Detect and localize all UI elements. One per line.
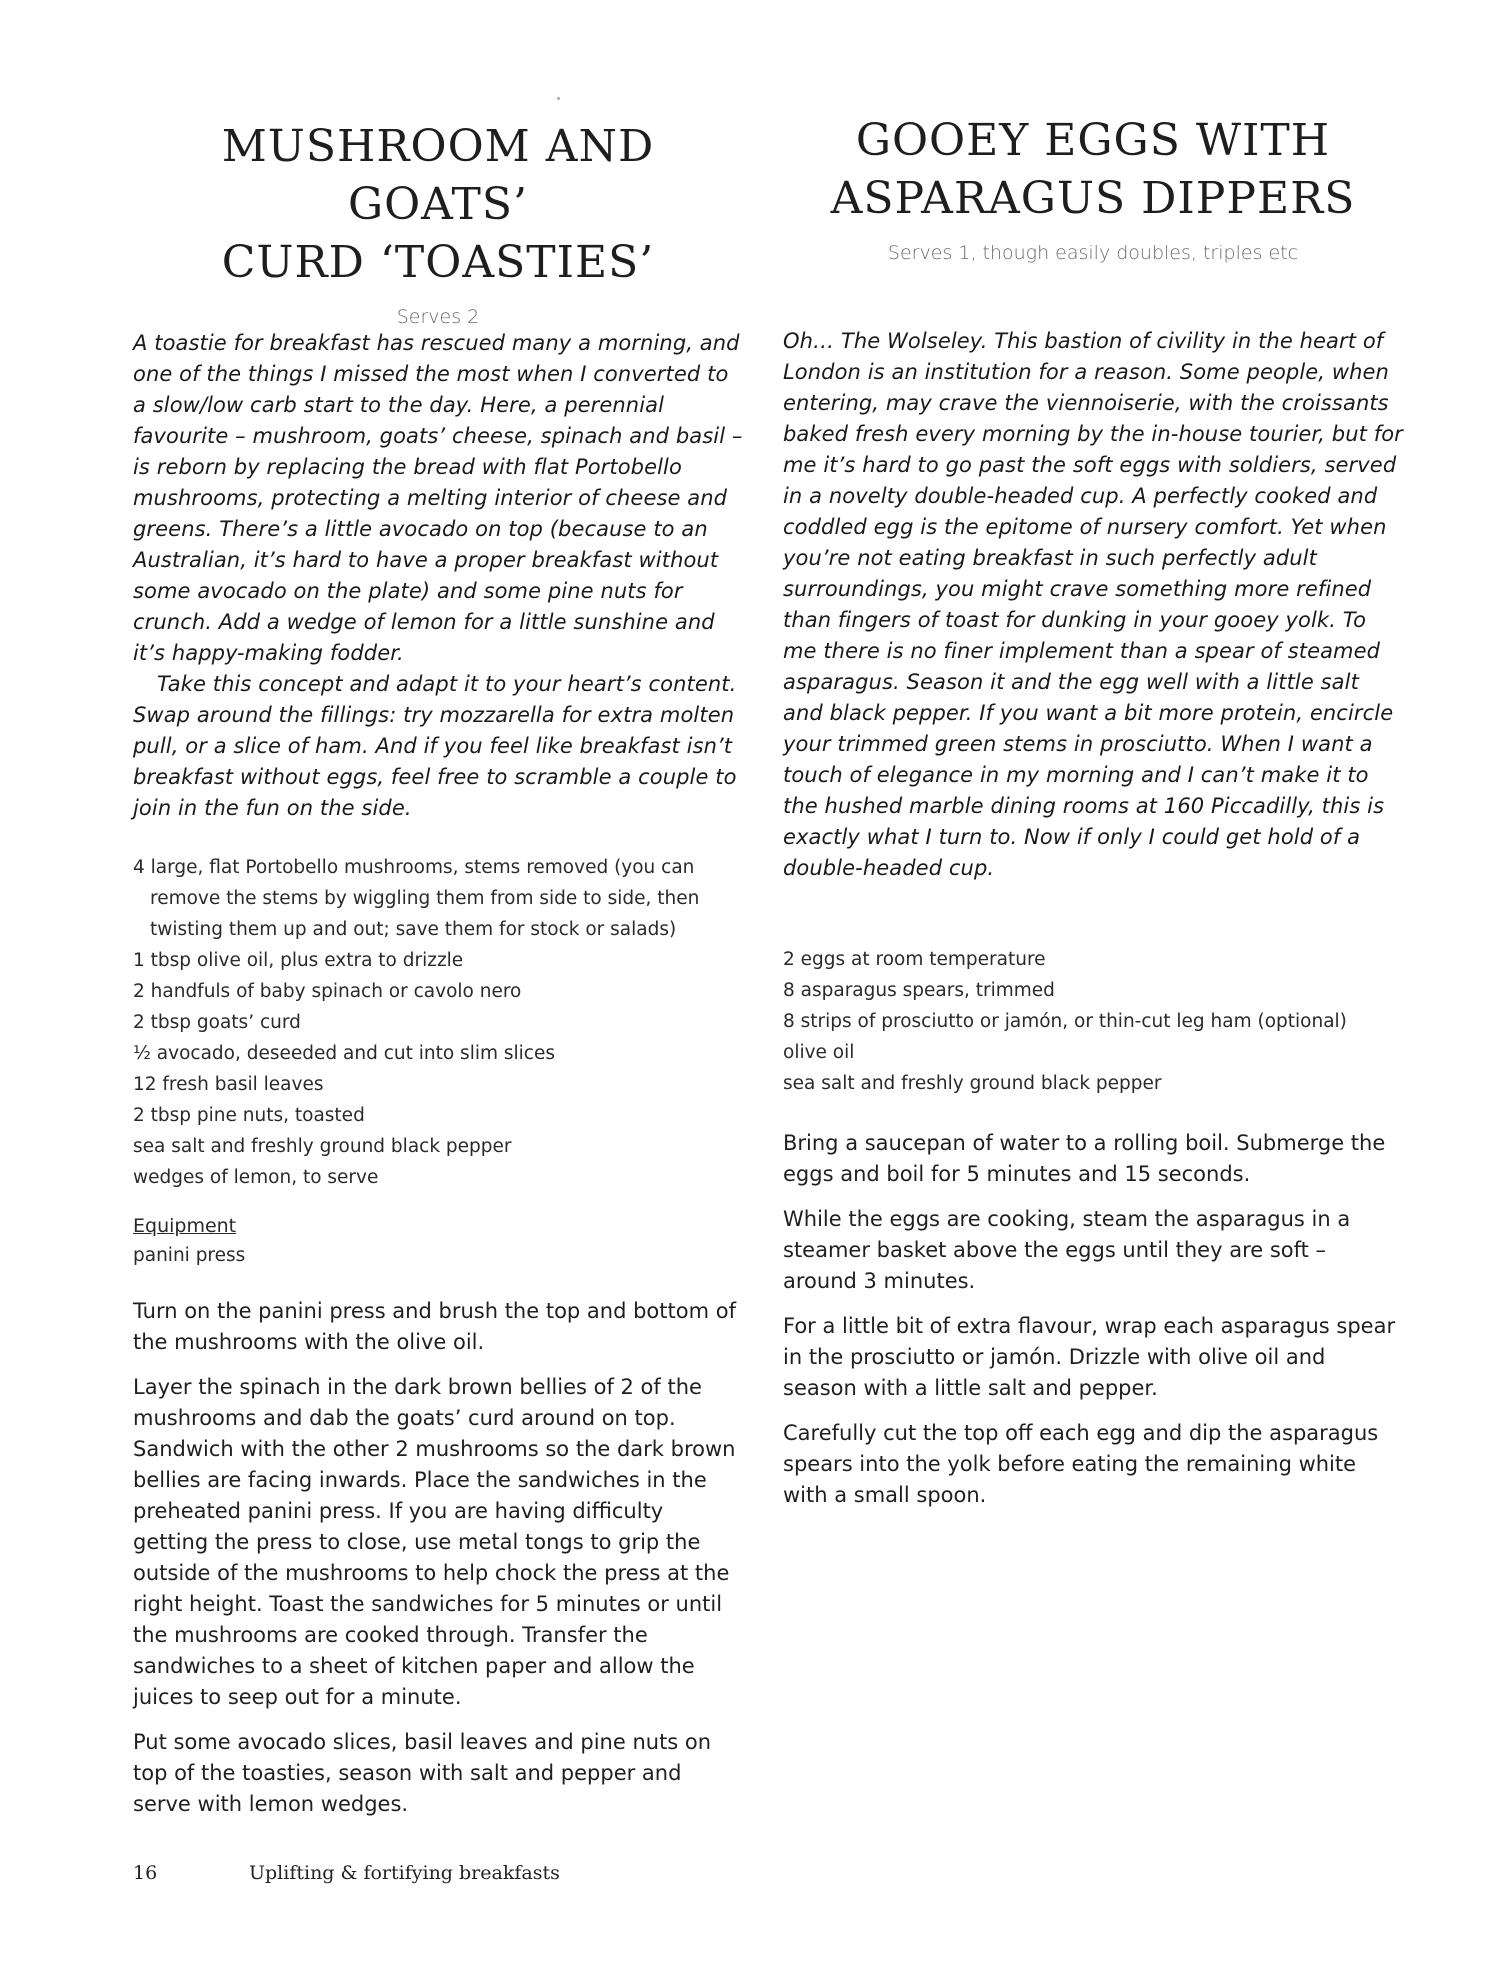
ingredient-item: 4 large, flat Portobello mushrooms, stems removed (you can remove the stems by wiggling them from side to side, then twisting them up and out; save them for stock or salads) bbox=[133, 857, 700, 940]
title-line: ASPARAGUS DIPPERS bbox=[830, 173, 1356, 224]
scan-speck bbox=[557, 97, 560, 100]
method-step: Turn on the panini press and brush the top and bottom of the mushrooms with the olive oil. bbox=[133, 1299, 736, 1354]
equipment-heading: Equipment bbox=[133, 1215, 237, 1237]
recipe-title bbox=[133, 118, 743, 292]
serves-note: Serves 2 bbox=[396, 306, 480, 328]
recipe-header bbox=[133, 118, 743, 328]
intro-paragraph: Oh… The Wolseley. This bastion of civility in the heart of London is an institution for a reason. Some people, when entering, may crave the viennoiserie, with the croissants baked fresh every morning by the in-house tourier, but for me it’s hard to go past the soft eggs with soldiers, served in a novelty double-headed cup. A perfectly cooked and coddled egg is the epitome of nursery comfort. Yet when you’re not eating breakfast in such perfectly adult surroundings, you might crave something more refined than fingers of toast for dunking in your gooey yolk. To me there is no finer implement than a spear of steamed asparagus. Season it and the egg well with a little salt and black pepper. If you want a bit more protein, encircle your trimmed green stems in prosciutto. When I want a touch of elegance in my morning and I can’t make it to the hushed marble dining rooms at 160 Piccadilly, this is exactly what I turn to. Now if only I could get hold of a double-headed cup. bbox=[783, 329, 1403, 880]
ingredient-item: 8 strips of prosciutto or jamón, or thin-cut leg ham (optional) bbox=[783, 1011, 1347, 1032]
method-step: Layer the spinach in the dark brown bellies of 2 of the mushrooms and dab the goats’ curd around on top. Sandwich with the other 2 mushrooms so the dark brown bellies are facing inwards. Place the sandwiches in the preheated panini press. If you are having difficulty getting the press to close, use metal tongs to grip the outside of the mushrooms to help chock the press at the right height. Toast the sandwiches for 5 minutes or until the mushrooms are cooked through. Transfer the sandwiches to a sheet of kitchen paper and allow the juices to seep out for a minute. bbox=[133, 1375, 736, 1709]
ingredient-item: 12 fresh basil leaves bbox=[133, 1074, 324, 1095]
intro-paragraph: Take this concept and adapt it to your heart’s content. Swap around the fillings: try mozzarella for extra molten pull, or a slice of ham. And if you feel like breakfast isn’t breakfast without eggs, feel free to scramble a couple to join in the fun on the side. bbox=[133, 672, 737, 820]
method-steps bbox=[133, 1296, 743, 1834]
page-number: 16 bbox=[133, 1862, 158, 1884]
ingredient-list bbox=[133, 852, 733, 1193]
intro-text bbox=[783, 326, 1403, 884]
serves-note: Serves 1, though easily doubles, triples etc bbox=[887, 242, 1299, 264]
method-step: Bring a saucepan of water to a rolling boil. Submerge the eggs and boil for 5 minutes and 15 seconds. bbox=[783, 1131, 1386, 1186]
ingredient-item: olive oil bbox=[783, 1042, 855, 1063]
intro-paragraph: A toastie for breakfast has rescued many a morning, and one of the things I missed the most when I converted to a slow/low carb start to the day. Here, a perennial favourite – mushroom, goats’ cheese, spinach and basil – is reborn by replacing the bread with flat Portobello mushrooms, protecting a melting interior of cheese and greens. There’s a little avocado on top (because to an Australian, it’s hard to have a proper breakfast without some avocado on the plate) and some pine nuts for crunch. Add a wedge of lemon for a little sunshine and it’s happy-making fodder. bbox=[133, 331, 743, 665]
ingredient-item: sea salt and freshly ground black pepper bbox=[783, 1073, 1162, 1094]
method-step: While the eggs are cooking, steam the asparagus in a steamer basket above the eggs until they are soft – around 3 minutes. bbox=[783, 1207, 1351, 1293]
recipe-title bbox=[783, 112, 1403, 228]
ingredient-item: 2 handfuls of baby spinach or cavolo nero bbox=[133, 981, 522, 1002]
intro-text bbox=[133, 328, 743, 824]
page-footer bbox=[133, 1862, 560, 1884]
ingredient-item: ½ avocado, deseeded and cut into slim slices bbox=[133, 1043, 555, 1064]
ingredient-item: 2 tbsp pine nuts, toasted bbox=[133, 1105, 365, 1126]
ingredient-item: 2 eggs at room temperature bbox=[783, 949, 1046, 970]
recipe-header bbox=[783, 112, 1403, 264]
method-step: Carefully cut the top off each egg and dip the asparagus spears into the yolk before eating the remaining white with a small spoon. bbox=[783, 1421, 1379, 1507]
ingredient-list bbox=[783, 944, 1403, 1099]
method-steps bbox=[783, 1128, 1403, 1525]
title-line: MUSHROOM AND GOATS’ bbox=[221, 121, 655, 230]
section-title: Uplifting & fortifying breakfasts bbox=[249, 1862, 560, 1884]
title-line: GOOEY EGGS WITH bbox=[855, 115, 1331, 166]
method-step: Put some avocado slices, basil leaves and pine nuts on top of the toasties, season with salt and pepper and serve with lemon wedges. bbox=[133, 1730, 712, 1816]
equipment-item: panini press bbox=[133, 1245, 246, 1266]
ingredient-item: sea salt and freshly ground black pepper bbox=[133, 1136, 512, 1157]
method-step: For a little bit of extra flavour, wrap each asparagus spear in the prosciutto or jamón. Drizzle with olive oil and season with a little salt and pepper. bbox=[783, 1314, 1396, 1400]
equipment-section bbox=[133, 1203, 245, 1271]
ingredient-item: wedges of lemon, to serve bbox=[133, 1167, 379, 1188]
ingredient-item: 8 asparagus spears, trimmed bbox=[783, 980, 1055, 1001]
title-line: CURD ‘TOASTIES’ bbox=[221, 237, 655, 288]
ingredient-item: 2 tbsp goats’ curd bbox=[133, 1012, 301, 1033]
ingredient-item: 1 tbsp olive oil, plus extra to drizzle bbox=[133, 950, 464, 971]
